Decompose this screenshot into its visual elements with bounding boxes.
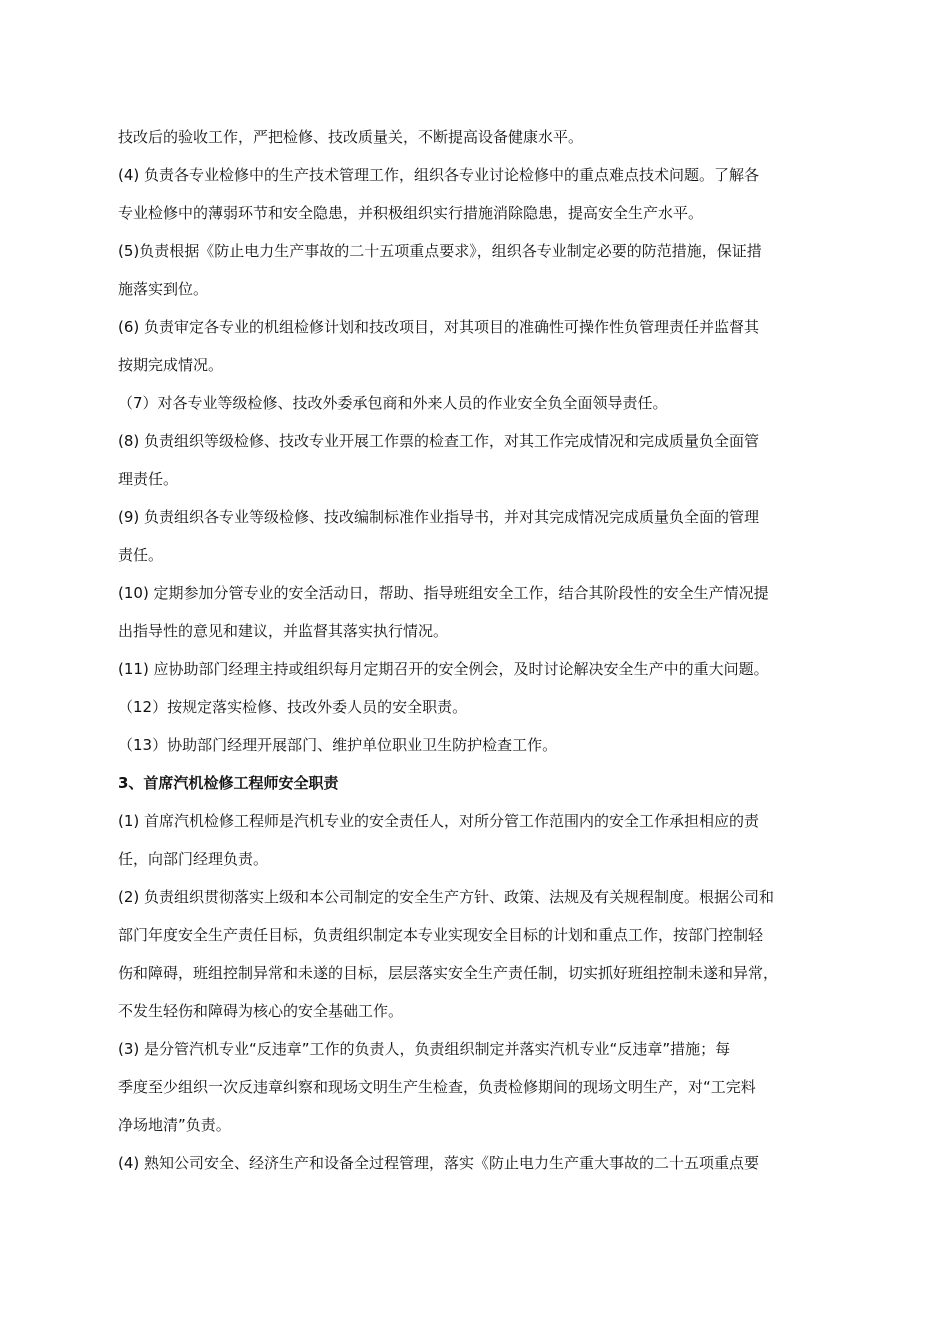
text-line: 出指导性的意见和建议，并监督其落实执行情况。 [118,622,449,640]
text-line: 季度至少组织一次反违章纠察和现场文明生产生检查，负责检修期间的现场文明生产，对“工完料 [118,1078,756,1096]
text-line: 责任。 [118,546,164,564]
text-line: 按期完成情况。 [118,356,224,374]
text-line: 伤和障碍，班组控制异常和未遂的目标，层层落实安全生产责任制，切实抓好班组控制未遂和异常， [118,964,779,982]
text-line: (1) 首席汽机检修工程师是汽机专业的安全责任人，对所分管工作范围内的安全工作承担相应的责 [118,812,760,830]
text-line: 技改后的验收工作，严把检修、技改质量关，不断提高设备健康水平。 [118,128,584,146]
text-line: (2) 负责组织贯彻落实上级和本公司制定的安全生产方针、政策、法规及有关规程制度。根据公司和 [118,888,775,906]
text-line: (3) 是分管汽机专业“反违章”工作的负责人，负责组织制定并落实汽机专业“反违章”措施；每 [118,1040,731,1058]
text-line: (9) 负责组织各专业等级检修、技改编制标准作业指导书，并对其完成情况完成质量负全面的管理 [118,508,760,526]
document-body [118,118,834,1182]
text-line: 专业检修中的薄弱环节和安全隐患，并积极组织实行措施消除隐患，提高安全生产水平。 [118,204,704,222]
section-heading: 3、首席汽机检修工程师安全职责 [118,774,339,792]
text-line: 任，向部门经理负责。 [118,850,269,868]
text-line: (4) 负责各专业检修中的生产技术管理工作，组织各专业讨论检修中的重点难点技术问题。了解各 [118,166,760,184]
text-line: 理责任。 [118,470,179,488]
text-line: (10) 定期参加分管专业的安全活动日，帮助、指导班组安全工作，结合其阶段性的安全生产情况提 [118,584,769,602]
text-line: (4) 熟知公司安全、经济生产和设备全过程管理，落实《防止电力生产重大事故的二十五项重点要 [118,1154,760,1172]
text-line: 部门年度安全生产责任目标，负责组织制定本专业实现安全目标的计划和重点工作，按部门控制轻 [118,926,764,944]
text-line: 不发生轻伤和障碍为核心的安全基础工作。 [118,1002,404,1020]
text-line: (11) 应协助部门经理主持或组织每月定期召开的安全例会，及时讨论解决安全生产中的重大问题。 [118,660,769,678]
text-line: （12）按规定落实检修、技改外委人员的安全职责。 [118,698,468,716]
text-line: 净场地清”负责。 [118,1116,231,1134]
text-line: （13）协助部门经理开展部门、维护单位职业卫生防护检查工作。 [118,736,558,754]
text-line: 施落实到位。 [118,280,209,298]
text-line: (6) 负责审定各专业的机组检修计划和技改项目，对其项目的准确性可操作性负管理责任并监督其 [118,318,760,336]
text-line: (5)负责根据《防止电力生产事故的二十五项重点要求》，组织各专业制定必要的防范措施，保证措 [118,242,762,260]
text-line: （7）对各专业等级检修、技改外委承包商和外来人员的作业安全负全面领导责任。 [118,394,668,412]
document-page [118,118,834,1182]
text-line: (8) 负责组织等级检修、技改专业开展工作票的检查工作，对其工作完成情况和完成质量负全面管 [118,432,760,450]
